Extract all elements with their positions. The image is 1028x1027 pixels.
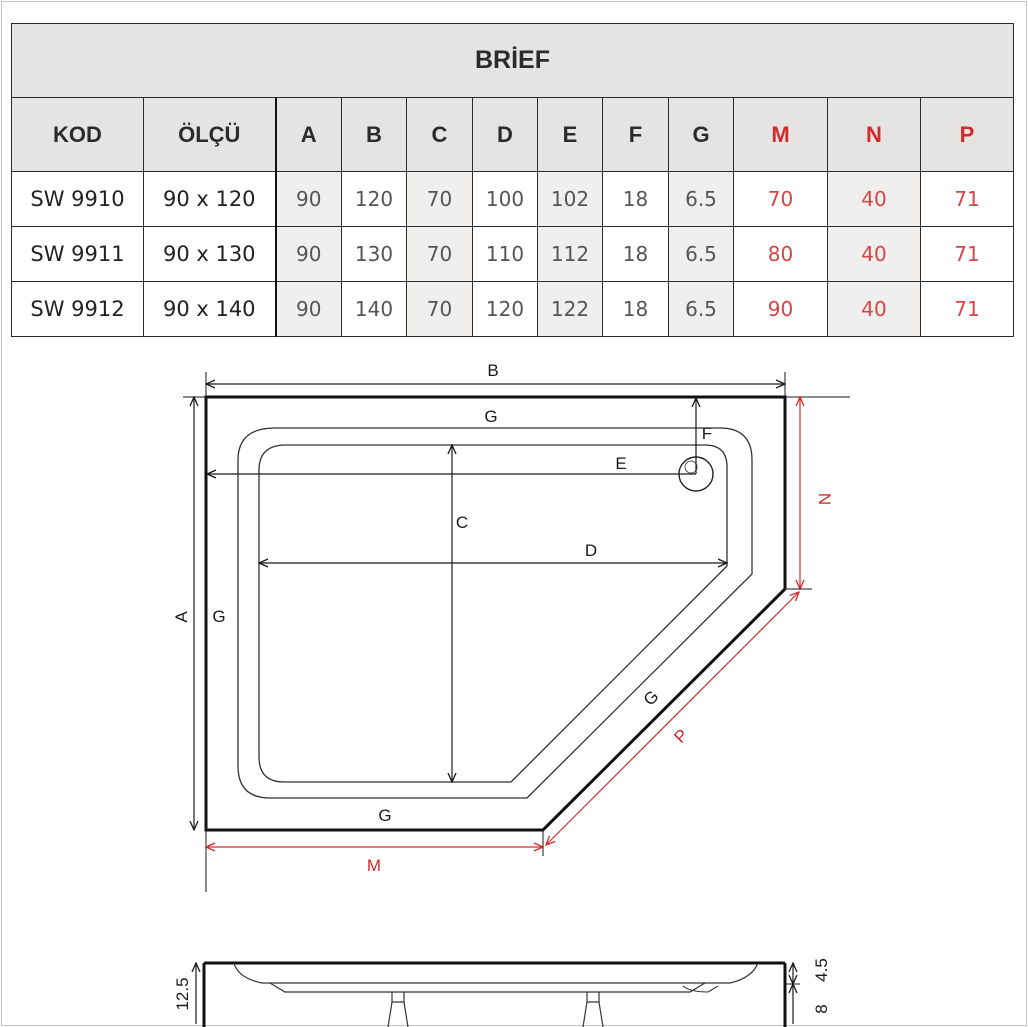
- table-cell: 18: [603, 172, 669, 227]
- label-lower-height: 8: [812, 1004, 831, 1014]
- table-cell: 122: [538, 282, 603, 337]
- label-e: E: [615, 454, 627, 473]
- table-cell: 6.5: [669, 172, 734, 227]
- table-cell: 70: [734, 172, 828, 227]
- table-cell: 71: [921, 227, 1014, 282]
- column-header-d: D: [473, 98, 538, 172]
- label-total-height: 12.5: [173, 977, 192, 1011]
- column-header-lolcu: ÖLÇÜ: [144, 98, 276, 172]
- label-g-bottom: G: [378, 806, 392, 825]
- column-header-b: B: [342, 98, 407, 172]
- column-header-kod: KOD: [12, 98, 144, 172]
- column-header-e: E: [538, 98, 603, 172]
- table-cell: 90 x 140: [144, 282, 276, 337]
- label-p: P: [670, 725, 692, 747]
- table-cell: 18: [603, 282, 669, 337]
- column-header-a: A: [276, 98, 342, 172]
- section-drain-profile: [683, 986, 718, 992]
- support-leg-left: [388, 992, 408, 1027]
- table-cell: 40: [828, 282, 921, 337]
- label-d: D: [584, 541, 598, 560]
- label-top-height: 4.5: [812, 958, 831, 982]
- table-title: BRİEF: [12, 24, 1014, 98]
- tray-rim-outer: [238, 428, 752, 798]
- section-basin-profile: [234, 963, 758, 983]
- table-cell: 90 x 130: [144, 227, 276, 282]
- label-b: B: [487, 361, 499, 380]
- table-cell: SW 9910: [12, 172, 144, 227]
- table-cell: 80: [734, 227, 828, 282]
- label-a: A: [172, 611, 191, 623]
- table-cell: 71: [921, 282, 1014, 337]
- table-cell: 70: [407, 172, 473, 227]
- table-cell: 110: [473, 227, 538, 282]
- column-header-n: N: [828, 98, 921, 172]
- table-cell: 102: [538, 172, 603, 227]
- column-header-f: F: [603, 98, 669, 172]
- label-g-left: G: [212, 607, 226, 626]
- column-header-c: C: [407, 98, 473, 172]
- section-basin-floor: [270, 983, 705, 992]
- column-header-g: G: [669, 98, 734, 172]
- table-cell: 90: [276, 227, 342, 282]
- table-cell: 70: [407, 282, 473, 337]
- label-f: F: [701, 424, 713, 443]
- label-c: C: [455, 513, 469, 532]
- table-cell: 90: [276, 282, 342, 337]
- label-n: N: [815, 492, 834, 506]
- tray-outline: [206, 397, 785, 830]
- label-g-top: G: [484, 407, 498, 426]
- table-cell: 100: [473, 172, 538, 227]
- support-leg-right: [583, 992, 603, 1027]
- table-cell: 6.5: [669, 227, 734, 282]
- dimension-p-line: [546, 592, 799, 845]
- column-header-m: M: [734, 98, 828, 172]
- table-cell: 120: [342, 172, 407, 227]
- table-cell: 120: [473, 282, 538, 337]
- table-cell: 140: [342, 282, 407, 337]
- label-g-diagonal: G: [639, 686, 663, 710]
- table-cell: 40: [828, 172, 921, 227]
- table-cell: 130: [342, 227, 407, 282]
- table-cell: 6.5: [669, 282, 734, 337]
- tray-basin: [259, 445, 727, 782]
- table-cell: SW 9911: [12, 227, 144, 282]
- table-cell: 90: [276, 172, 342, 227]
- table-cell: SW 9912: [12, 282, 144, 337]
- label-m: M: [366, 856, 382, 875]
- drain-inner: [685, 461, 697, 473]
- table-cell: 112: [538, 227, 603, 282]
- table-cell: 70: [407, 227, 473, 282]
- table-cell: 40: [828, 227, 921, 282]
- table-cell: 18: [603, 227, 669, 282]
- table-cell: 90 x 120: [144, 172, 276, 227]
- table-cell: 90: [734, 282, 828, 337]
- table-cell: 71: [921, 172, 1014, 227]
- column-header-p: P: [921, 98, 1014, 172]
- section-view: [173, 958, 831, 1027]
